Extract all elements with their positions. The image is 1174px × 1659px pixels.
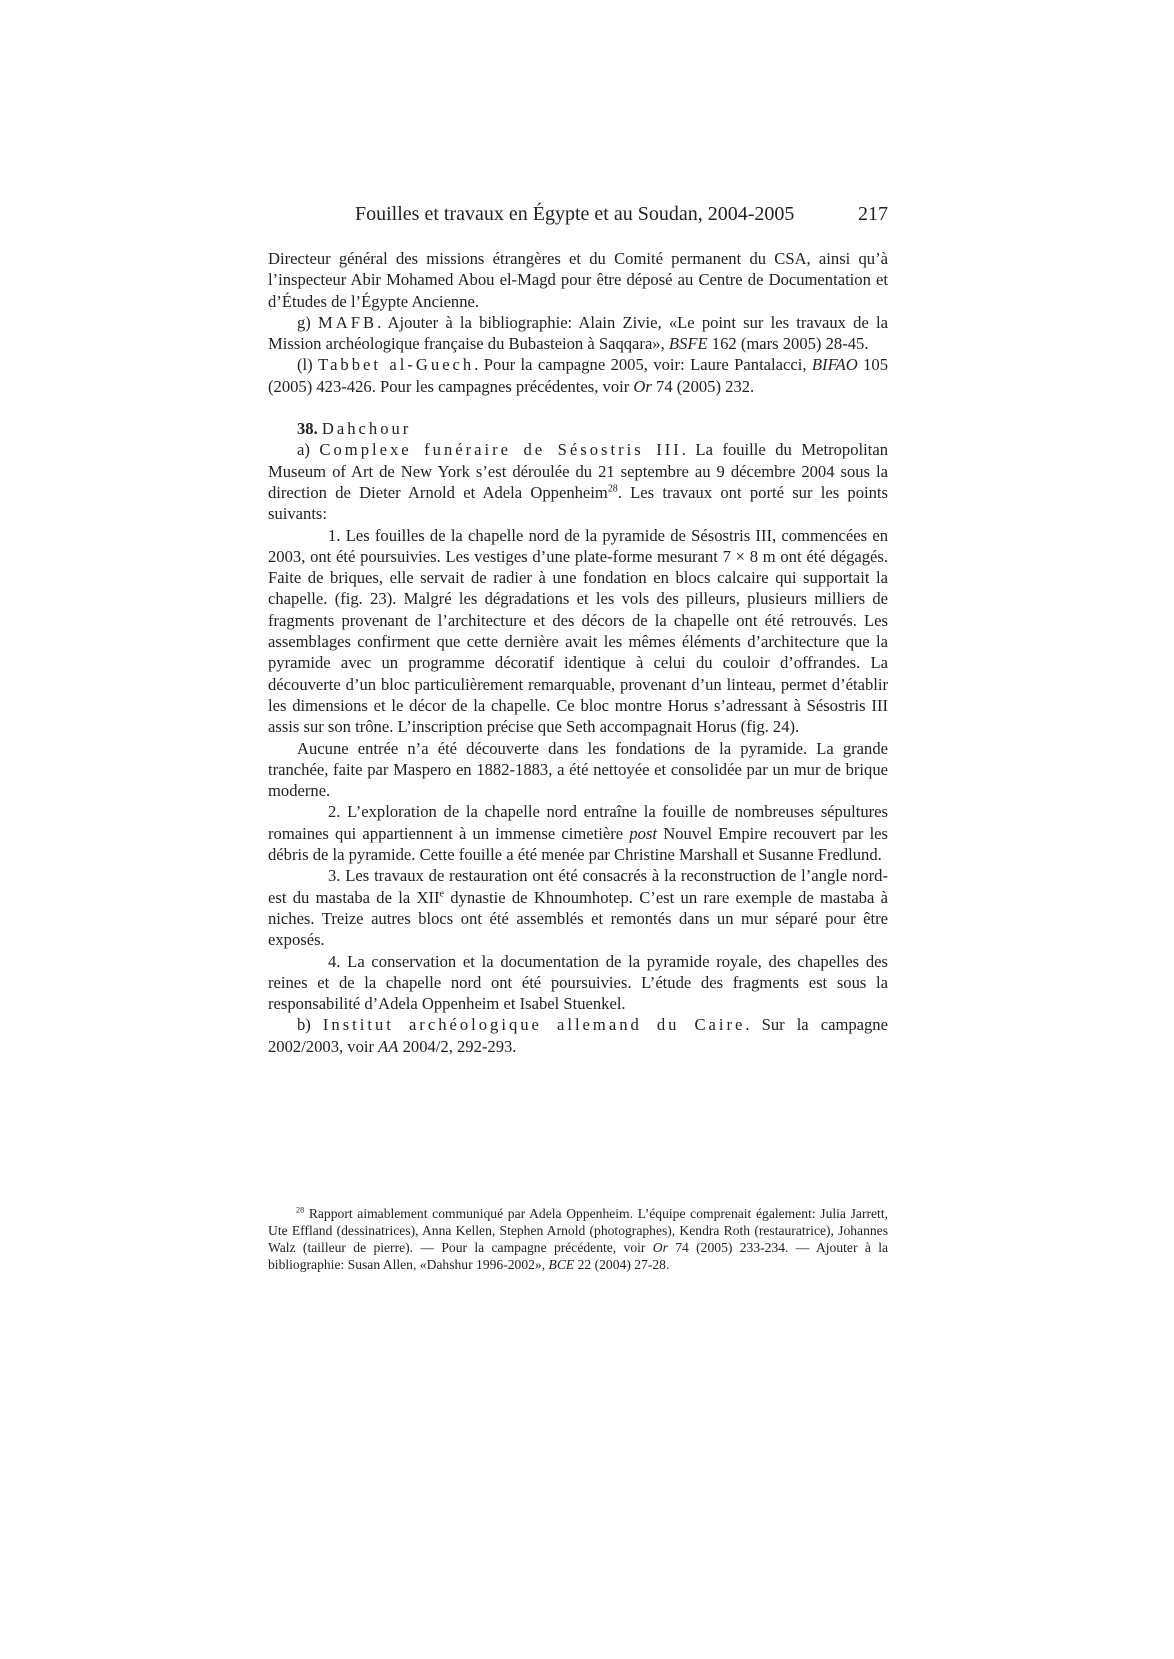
site-name: Tabbet al-Guech [318, 355, 475, 375]
paragraph-continuation: Directeur général des missions étrangères et du Comité permanent du CSA, ainsi qu’à l’inspecteur Abir Mohamed Abou el-Magd pour être déposé au Centre de Documentation et d’Études de l’Égypte Ancienne. [268, 249, 888, 311]
footnote-28: $^{28}$ Rapport aimablement communiqué par Adela Oppenheim. L’équipe comprenait également: Julia Jarrett, Ute Effland (dessinatrices), Anna Kellen, Stephen Arnold (photographes), Kendra Roth (restauratrice), Johannes Walz (tailleur de pierre). — Pour la campagne précédente, voir Or 74 (2005) 233-234. — Ajouter à la bibliographie: Susan Allen, «Dahshur 1996-2002», BCE 22 (2004) 27-28. [268, 1205, 889, 1272]
entry-a-complexe: a) Complexe funéraire de Sésostris III. La fouille du Metropolitan Museum of Art de New York s’est déroulée du 21 septembre au 9 décembre 2004 sous la direction de Dieter Arnold et Adela Oppenheim$^{28}$. Les travaux ont porté sur les points suivants: [268, 440, 888, 524]
footnotes [268, 1205, 888, 1273]
subsection-title: Complexe funéraire de Sésostris III [319, 440, 682, 460]
entry-l-tabbet: (l) Tabbet al-Guech. Pour la campagne 2005, voir: Laure Pantalacci, BIFAO 105 (2005) 423-426. Pour les campagnes précédentes, voir Or 74 (2005) 232. [268, 355, 889, 396]
item-4: 4. La conservation et la documentation de la pyramide royale, des chapelles des reines et de la chapelle nord ont été poursuivies. L’étude des fragments est sous la responsabilité d’Adela Oppenheim et Isabel Stuenkel. [268, 951, 888, 1014]
entry-g-mafb: g) MAFB. Ajouter à la bibliographie: Alain Zivie, «Le point sur les travaux de la Mission archéologique française du Bubasteion à Saqqara», BSFE 162 (mars 2005) 28-45. [268, 312, 888, 354]
main-text [268, 248, 888, 1057]
subsection-title: Institut archéologique allemand du Caire [322, 1015, 746, 1035]
entry-b-institut: b) Institut archéologique allemand du Caire. Sur la campagne 2002/2003, voir AA 2004/2, 292-293. [268, 1015, 888, 1056]
section-title: Dahchour [321, 419, 412, 439]
page-number: 217 [858, 203, 888, 225]
footnote-number: 28 [296, 1205, 305, 1215]
running-header [355, 203, 888, 229]
item-3: 3. Les travaux de restauration ont été consacrés à la reconstruction de l’angle nord-est du mastaba de la XIIe dynastie de Khnoumhotep. C’est un rare exemple de mastaba à niches. Treize autres blocs ont été assemblés et remontés dans un mur séparé pour être exposés. [268, 866, 889, 950]
section-heading-38 [268, 418, 888, 439]
section-number: 38. [297, 419, 318, 439]
item-1: 1. Les fouilles de la chapelle nord de la pyramide de Sésostris III, commencées en 2003, ont été poursuivies. Les vestiges d’une plate-forme mesurant 7 × 8 m ont été dégagés. Faite de briques, elle servait de radier à une fondation en blocs calcaire qui supportait la chapelle. (fig. 23). Malgré les dégradations et les vols des pilleurs, plusieurs milliers de fragments provenant de l’architecture et des décors de la chapelle ont été retrouvés. Les assemblages confirment que cette dernière avait les mêmes éléments d’architecture que la pyramide avec un programme décoratif identique à celui du couloir d’offrandes. La découverte d’un bloc particulièrement remarquable, provenant d’un linteau, permet d’établir les dimensions et le décor de la chapelle. Ce bloc montre Horus s’adressant à Sésostris III assis sur son trône. L’inscription précise que Seth accompagnait Horus (fig. 24). [268, 525, 888, 737]
running-title: Fouilles et travaux en Égypte et au Soudan, 2004-2005 [355, 203, 795, 225]
footnote-ref: 28 [607, 483, 618, 495]
site-name: MAFB [318, 312, 378, 332]
item-1-continuation: Aucune entrée n’a été découverte dans les fondations de la pyramide. La grande tranchée, faite par Maspero en 1882-1883, a été nettoyée et consolidée par un mur de brique moderne. [268, 738, 888, 801]
item-2: 2. L’exploration de la chapelle nord entraîne la fouille de nombreuses sépultures romaines qui appartiennent à un immense cimetière post Nouvel Empire recouvert par les débris de la pyramide. Cette fouille a été menée par Christine Marshall et Susanne Fredlund. [268, 802, 889, 865]
